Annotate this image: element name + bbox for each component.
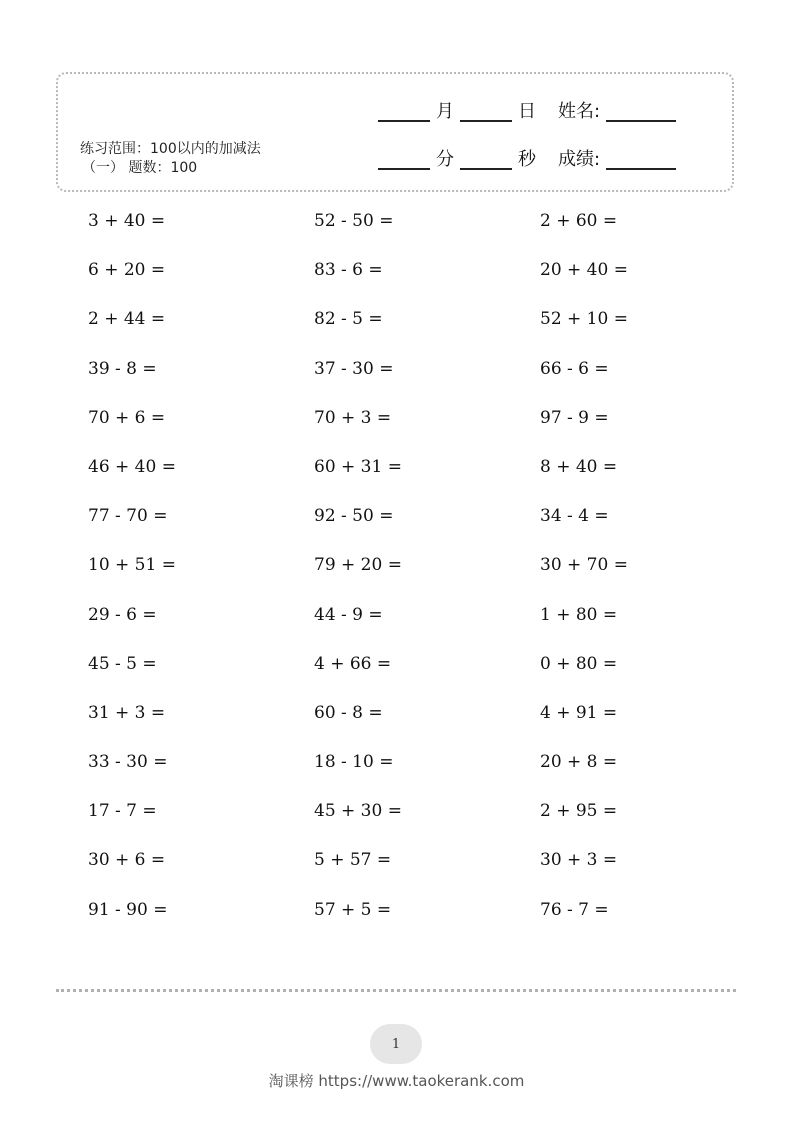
math-problem: 70 + 3 = [314,407,392,428]
math-problem: 2 + 95 = [540,801,618,822]
math-problem: 76 - 7 = [540,899,609,920]
math-problem: 37 - 30 = [314,358,394,379]
math-problem: 91 - 90 = [88,899,168,920]
math-problem: 66 - 6 = [540,358,609,379]
math-problem: 10 + 51 = [88,555,176,576]
math-problem: 0 + 80 = [540,653,618,674]
math-problem: 34 - 4 = [540,506,609,527]
time-score-row [378,146,708,170]
math-problem: 46 + 40 = [88,456,176,477]
math-problem: 29 - 6 = [88,604,157,625]
math-problem: 8 + 40 = [540,456,618,477]
math-problem: 39 - 8 = [88,358,157,379]
minute-label: 分 [436,149,454,170]
math-problem: 52 - 50 = [314,211,394,231]
dotted-divider [56,989,736,992]
score-blank[interactable] [606,148,676,170]
math-problem: 30 + 6 = [88,850,166,871]
minute-blank[interactable] [378,148,430,170]
month-label: 月 [436,101,454,122]
math-problem: 83 - 6 = [314,260,383,281]
math-problem: 60 + 31 = [314,456,402,477]
month-blank[interactable] [378,100,430,122]
math-problem: 2 + 60 = [540,211,618,231]
math-problem: 2 + 44 = [88,309,166,330]
math-problem: 97 - 9 = [540,407,609,428]
day-blank[interactable] [460,100,512,122]
footer-url: 淘课榜 https://www.taokerank.com [268,1072,525,1090]
math-problem: 44 - 9 = [314,604,383,625]
math-problem: 20 + 40 = [540,260,628,281]
second-label: 秒 [518,149,536,170]
date-name-row [378,98,708,122]
name-blank[interactable] [606,100,676,122]
problem-grid [88,208,768,946]
math-problem: 6 + 20 = [88,260,166,281]
math-problem: 79 + 20 = [314,555,402,576]
math-problem: 45 - 5 = [88,653,157,674]
math-problem: 4 + 66 = [314,653,392,674]
math-problem: 4 + 91 = [540,702,618,723]
math-problem: 60 - 8 = [314,702,383,723]
math-problem: 31 + 3 = [88,702,166,723]
exercise-count: （一） 题数：100 [82,160,198,176]
math-problem: 92 - 50 = [314,506,394,527]
day-label: 日 [518,101,536,122]
math-problem: 3 + 40 = [88,211,166,231]
second-blank[interactable] [460,148,512,170]
page-number: 1 [370,1024,422,1064]
math-problem: 33 - 30 = [88,752,168,773]
exercise-range: 练习范围：100以内的加减法 [80,141,261,157]
math-problem: 30 + 3 = [540,850,618,871]
score-label: 成绩: [558,149,601,170]
worksheet-header [56,72,734,192]
math-problem: 77 - 70 = [88,506,168,527]
math-problem: 17 - 7 = [88,801,157,822]
math-problem: 20 + 8 = [540,752,618,773]
math-problem: 30 + 70 = [540,555,628,576]
math-problem: 45 + 30 = [314,801,402,822]
math-problem: 57 + 5 = [314,899,392,920]
math-problem: 52 + 10 = [540,309,628,330]
math-problem: 1 + 80 = [540,604,618,625]
math-problem: 82 - 5 = [314,309,383,330]
name-label: 姓名: [558,101,601,122]
math-problem: 18 - 10 = [314,752,394,773]
math-problem: 5 + 57 = [314,850,392,871]
math-problem: 70 + 6 = [88,407,166,428]
exercise-info [80,140,261,178]
